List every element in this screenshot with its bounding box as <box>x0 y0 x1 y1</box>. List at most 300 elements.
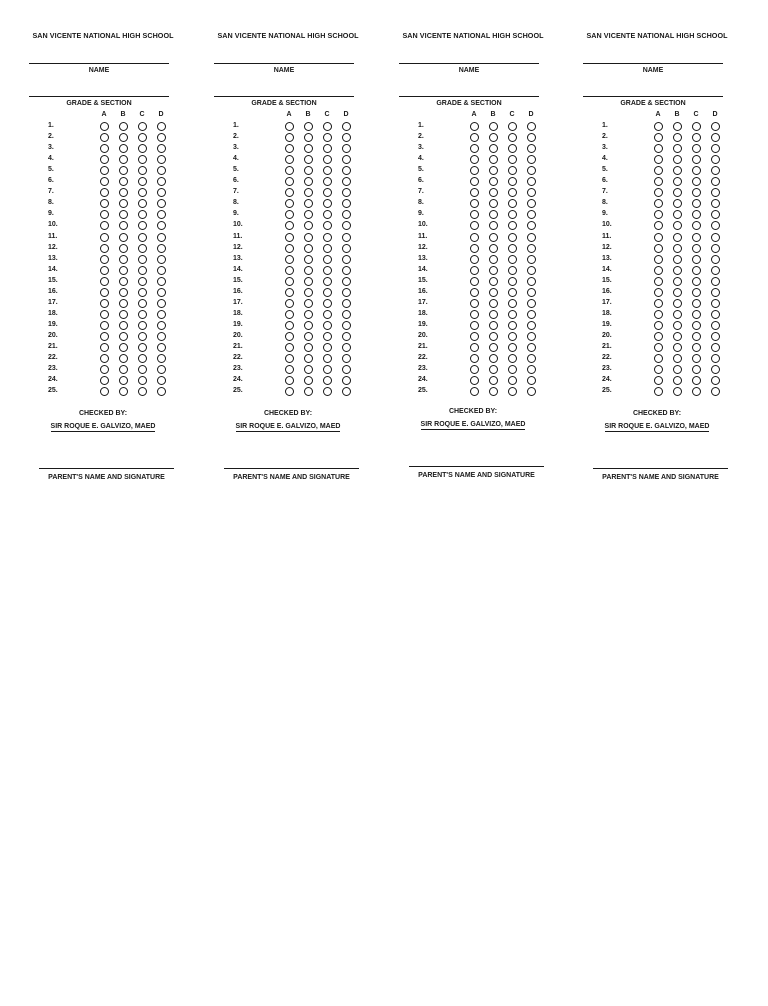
answer-bubble-a[interactable] <box>100 387 109 396</box>
answer-bubble-b[interactable] <box>119 144 128 153</box>
answer-bubble-d[interactable] <box>157 244 166 253</box>
answer-bubble-d[interactable] <box>342 354 351 363</box>
answer-bubble-b[interactable] <box>119 155 128 164</box>
answer-bubble-b[interactable] <box>673 244 682 253</box>
answer-bubble-c[interactable] <box>508 343 517 352</box>
answer-bubble-c[interactable] <box>138 155 147 164</box>
answer-bubble-d[interactable] <box>527 233 536 242</box>
answer-bubble-c[interactable] <box>508 266 517 275</box>
answer-bubble-c[interactable] <box>138 233 147 242</box>
answer-bubble-d[interactable] <box>711 277 720 286</box>
answer-bubble-b[interactable] <box>673 321 682 330</box>
answer-bubble-a[interactable] <box>470 321 479 330</box>
answer-bubble-c[interactable] <box>508 321 517 330</box>
answer-bubble-a[interactable] <box>100 277 109 286</box>
answer-bubble-a[interactable] <box>285 166 294 175</box>
answer-bubble-c[interactable] <box>692 288 701 297</box>
answer-bubble-d[interactable] <box>711 210 720 219</box>
answer-bubble-b[interactable] <box>673 299 682 308</box>
answer-bubble-c[interactable] <box>138 122 147 131</box>
answer-bubble-a[interactable] <box>285 332 294 341</box>
answer-bubble-d[interactable] <box>157 299 166 308</box>
answer-bubble-c[interactable] <box>508 288 517 297</box>
answer-bubble-c[interactable] <box>138 199 147 208</box>
answer-bubble-d[interactable] <box>342 155 351 164</box>
answer-bubble-c[interactable] <box>692 199 701 208</box>
answer-bubble-a[interactable] <box>285 376 294 385</box>
answer-bubble-d[interactable] <box>527 199 536 208</box>
answer-bubble-c[interactable] <box>138 354 147 363</box>
answer-bubble-d[interactable] <box>527 166 536 175</box>
answer-bubble-b[interactable] <box>673 255 682 264</box>
answer-bubble-c[interactable] <box>692 244 701 253</box>
answer-bubble-a[interactable] <box>285 255 294 264</box>
answer-bubble-b[interactable] <box>119 354 128 363</box>
answer-bubble-b[interactable] <box>304 166 313 175</box>
answer-bubble-b[interactable] <box>673 210 682 219</box>
answer-bubble-a[interactable] <box>470 310 479 319</box>
answer-bubble-b[interactable] <box>119 221 128 230</box>
answer-bubble-a[interactable] <box>285 188 294 197</box>
answer-bubble-b[interactable] <box>304 332 313 341</box>
answer-bubble-c[interactable] <box>508 387 517 396</box>
answer-bubble-a[interactable] <box>654 365 663 374</box>
answer-bubble-b[interactable] <box>489 266 498 275</box>
answer-bubble-a[interactable] <box>654 255 663 264</box>
answer-bubble-b[interactable] <box>673 343 682 352</box>
answer-bubble-d[interactable] <box>711 343 720 352</box>
answer-bubble-d[interactable] <box>342 244 351 253</box>
answer-bubble-b[interactable] <box>304 144 313 153</box>
answer-bubble-a[interactable] <box>100 266 109 275</box>
answer-bubble-b[interactable] <box>489 332 498 341</box>
answer-bubble-d[interactable] <box>527 376 536 385</box>
answer-bubble-d[interactable] <box>711 376 720 385</box>
answer-bubble-b[interactable] <box>119 365 128 374</box>
answer-bubble-b[interactable] <box>304 133 313 142</box>
answer-bubble-d[interactable] <box>342 188 351 197</box>
answer-bubble-b[interactable] <box>489 387 498 396</box>
answer-bubble-b[interactable] <box>119 288 128 297</box>
answer-bubble-b[interactable] <box>489 288 498 297</box>
answer-bubble-d[interactable] <box>527 144 536 153</box>
answer-bubble-d[interactable] <box>527 155 536 164</box>
answer-bubble-b[interactable] <box>673 233 682 242</box>
answer-bubble-d[interactable] <box>342 255 351 264</box>
answer-bubble-c[interactable] <box>692 321 701 330</box>
answer-bubble-b[interactable] <box>489 354 498 363</box>
answer-bubble-a[interactable] <box>285 310 294 319</box>
answer-bubble-b[interactable] <box>489 343 498 352</box>
answer-bubble-c[interactable] <box>138 166 147 175</box>
answer-bubble-a[interactable] <box>100 199 109 208</box>
answer-bubble-c[interactable] <box>138 266 147 275</box>
answer-bubble-a[interactable] <box>100 255 109 264</box>
answer-bubble-b[interactable] <box>304 299 313 308</box>
answer-bubble-a[interactable] <box>285 155 294 164</box>
answer-bubble-a[interactable] <box>100 288 109 297</box>
answer-bubble-d[interactable] <box>157 332 166 341</box>
answer-bubble-a[interactable] <box>654 188 663 197</box>
answer-bubble-a[interactable] <box>470 332 479 341</box>
answer-bubble-b[interactable] <box>673 122 682 131</box>
answer-bubble-d[interactable] <box>527 255 536 264</box>
answer-bubble-d[interactable] <box>527 299 536 308</box>
answer-bubble-d[interactable] <box>157 266 166 275</box>
answer-bubble-d[interactable] <box>342 321 351 330</box>
answer-bubble-c[interactable] <box>692 210 701 219</box>
answer-bubble-a[interactable] <box>470 188 479 197</box>
answer-bubble-a[interactable] <box>654 155 663 164</box>
answer-bubble-c[interactable] <box>138 332 147 341</box>
answer-bubble-d[interactable] <box>157 144 166 153</box>
answer-bubble-a[interactable] <box>470 244 479 253</box>
answer-bubble-a[interactable] <box>470 277 479 286</box>
answer-bubble-d[interactable] <box>527 122 536 131</box>
answer-bubble-c[interactable] <box>508 122 517 131</box>
answer-bubble-c[interactable] <box>323 299 332 308</box>
answer-bubble-c[interactable] <box>692 277 701 286</box>
answer-bubble-b[interactable] <box>304 288 313 297</box>
answer-bubble-b[interactable] <box>673 199 682 208</box>
answer-bubble-c[interactable] <box>138 376 147 385</box>
answer-bubble-d[interactable] <box>527 177 536 186</box>
answer-bubble-d[interactable] <box>527 277 536 286</box>
answer-bubble-a[interactable] <box>285 144 294 153</box>
answer-bubble-a[interactable] <box>654 122 663 131</box>
answer-bubble-b[interactable] <box>304 343 313 352</box>
answer-bubble-c[interactable] <box>692 133 701 142</box>
answer-bubble-d[interactable] <box>711 244 720 253</box>
answer-bubble-c[interactable] <box>692 310 701 319</box>
answer-bubble-d[interactable] <box>342 122 351 131</box>
answer-bubble-b[interactable] <box>119 343 128 352</box>
answer-bubble-b[interactable] <box>119 177 128 186</box>
answer-bubble-a[interactable] <box>100 133 109 142</box>
answer-bubble-d[interactable] <box>527 210 536 219</box>
answer-bubble-b[interactable] <box>489 144 498 153</box>
answer-bubble-c[interactable] <box>508 299 517 308</box>
answer-bubble-b[interactable] <box>119 122 128 131</box>
answer-bubble-b[interactable] <box>489 166 498 175</box>
answer-bubble-c[interactable] <box>692 221 701 230</box>
answer-bubble-c[interactable] <box>508 310 517 319</box>
answer-bubble-c[interactable] <box>508 133 517 142</box>
answer-bubble-b[interactable] <box>304 387 313 396</box>
answer-bubble-b[interactable] <box>673 221 682 230</box>
answer-bubble-c[interactable] <box>138 188 147 197</box>
answer-bubble-d[interactable] <box>342 288 351 297</box>
answer-bubble-a[interactable] <box>285 387 294 396</box>
answer-bubble-d[interactable] <box>711 288 720 297</box>
answer-bubble-c[interactable] <box>323 332 332 341</box>
answer-bubble-b[interactable] <box>673 376 682 385</box>
answer-bubble-c[interactable] <box>508 221 517 230</box>
answer-bubble-c[interactable] <box>323 210 332 219</box>
answer-bubble-d[interactable] <box>157 177 166 186</box>
answer-bubble-c[interactable] <box>692 387 701 396</box>
answer-bubble-c[interactable] <box>323 244 332 253</box>
answer-bubble-c[interactable] <box>323 133 332 142</box>
answer-bubble-b[interactable] <box>119 255 128 264</box>
answer-bubble-d[interactable] <box>527 354 536 363</box>
answer-bubble-d[interactable] <box>342 199 351 208</box>
answer-bubble-d[interactable] <box>342 332 351 341</box>
answer-bubble-c[interactable] <box>138 210 147 219</box>
answer-bubble-a[interactable] <box>285 266 294 275</box>
answer-bubble-d[interactable] <box>527 244 536 253</box>
answer-bubble-a[interactable] <box>100 210 109 219</box>
answer-bubble-d[interactable] <box>157 255 166 264</box>
answer-bubble-d[interactable] <box>342 277 351 286</box>
answer-bubble-c[interactable] <box>138 221 147 230</box>
answer-bubble-b[interactable] <box>304 221 313 230</box>
answer-bubble-c[interactable] <box>692 155 701 164</box>
answer-bubble-a[interactable] <box>285 133 294 142</box>
answer-bubble-d[interactable] <box>342 221 351 230</box>
answer-bubble-c[interactable] <box>323 387 332 396</box>
answer-bubble-d[interactable] <box>527 288 536 297</box>
answer-bubble-a[interactable] <box>470 199 479 208</box>
answer-bubble-c[interactable] <box>323 376 332 385</box>
answer-bubble-a[interactable] <box>654 166 663 175</box>
answer-bubble-b[interactable] <box>119 387 128 396</box>
answer-bubble-a[interactable] <box>654 387 663 396</box>
answer-bubble-d[interactable] <box>711 177 720 186</box>
answer-bubble-d[interactable] <box>157 310 166 319</box>
answer-bubble-b[interactable] <box>119 376 128 385</box>
answer-bubble-d[interactable] <box>711 144 720 153</box>
answer-bubble-b[interactable] <box>304 354 313 363</box>
answer-bubble-a[interactable] <box>470 122 479 131</box>
answer-bubble-d[interactable] <box>527 221 536 230</box>
answer-bubble-c[interactable] <box>323 266 332 275</box>
answer-bubble-d[interactable] <box>711 365 720 374</box>
answer-bubble-d[interactable] <box>711 133 720 142</box>
answer-bubble-a[interactable] <box>100 177 109 186</box>
answer-bubble-b[interactable] <box>673 188 682 197</box>
answer-bubble-b[interactable] <box>673 266 682 275</box>
answer-bubble-a[interactable] <box>470 155 479 164</box>
answer-bubble-b[interactable] <box>304 122 313 131</box>
answer-bubble-a[interactable] <box>654 199 663 208</box>
answer-bubble-c[interactable] <box>508 210 517 219</box>
answer-bubble-d[interactable] <box>527 332 536 341</box>
answer-bubble-a[interactable] <box>470 266 479 275</box>
answer-bubble-a[interactable] <box>100 221 109 230</box>
answer-bubble-a[interactable] <box>470 288 479 297</box>
answer-bubble-a[interactable] <box>100 332 109 341</box>
answer-bubble-a[interactable] <box>654 354 663 363</box>
answer-bubble-d[interactable] <box>342 365 351 374</box>
answer-bubble-d[interactable] <box>711 299 720 308</box>
answer-bubble-d[interactable] <box>711 122 720 131</box>
answer-bubble-c[interactable] <box>138 244 147 253</box>
answer-bubble-d[interactable] <box>157 343 166 352</box>
answer-bubble-c[interactable] <box>323 255 332 264</box>
answer-bubble-b[interactable] <box>304 199 313 208</box>
answer-bubble-d[interactable] <box>157 166 166 175</box>
answer-bubble-b[interactable] <box>489 299 498 308</box>
answer-bubble-c[interactable] <box>508 365 517 374</box>
answer-bubble-c[interactable] <box>138 255 147 264</box>
answer-bubble-a[interactable] <box>470 133 479 142</box>
answer-bubble-d[interactable] <box>157 376 166 385</box>
answer-bubble-a[interactable] <box>100 376 109 385</box>
answer-bubble-b[interactable] <box>304 244 313 253</box>
answer-bubble-d[interactable] <box>157 365 166 374</box>
answer-bubble-a[interactable] <box>470 166 479 175</box>
answer-bubble-b[interactable] <box>673 288 682 297</box>
answer-bubble-d[interactable] <box>527 133 536 142</box>
answer-bubble-b[interactable] <box>489 155 498 164</box>
answer-bubble-b[interactable] <box>489 221 498 230</box>
answer-bubble-d[interactable] <box>157 288 166 297</box>
answer-bubble-c[interactable] <box>138 177 147 186</box>
answer-bubble-b[interactable] <box>119 133 128 142</box>
answer-bubble-a[interactable] <box>100 299 109 308</box>
answer-bubble-a[interactable] <box>285 299 294 308</box>
answer-bubble-b[interactable] <box>119 233 128 242</box>
answer-bubble-c[interactable] <box>692 365 701 374</box>
answer-bubble-d[interactable] <box>711 387 720 396</box>
answer-bubble-b[interactable] <box>119 299 128 308</box>
answer-bubble-b[interactable] <box>489 210 498 219</box>
answer-bubble-d[interactable] <box>711 155 720 164</box>
answer-bubble-d[interactable] <box>157 188 166 197</box>
answer-bubble-c[interactable] <box>323 122 332 131</box>
answer-bubble-a[interactable] <box>100 166 109 175</box>
answer-bubble-c[interactable] <box>508 277 517 286</box>
answer-bubble-b[interactable] <box>119 332 128 341</box>
answer-bubble-c[interactable] <box>138 343 147 352</box>
answer-bubble-b[interactable] <box>304 177 313 186</box>
answer-bubble-a[interactable] <box>470 255 479 264</box>
answer-bubble-d[interactable] <box>157 277 166 286</box>
answer-bubble-c[interactable] <box>508 332 517 341</box>
answer-bubble-c[interactable] <box>323 199 332 208</box>
answer-bubble-b[interactable] <box>119 266 128 275</box>
answer-bubble-d[interactable] <box>157 233 166 242</box>
answer-bubble-d[interactable] <box>711 332 720 341</box>
answer-bubble-b[interactable] <box>673 310 682 319</box>
answer-bubble-d[interactable] <box>157 210 166 219</box>
answer-bubble-d[interactable] <box>157 133 166 142</box>
answer-bubble-d[interactable] <box>711 188 720 197</box>
answer-bubble-b[interactable] <box>119 188 128 197</box>
answer-bubble-c[interactable] <box>323 343 332 352</box>
answer-bubble-b[interactable] <box>304 310 313 319</box>
answer-bubble-c[interactable] <box>508 233 517 242</box>
answer-bubble-a[interactable] <box>470 233 479 242</box>
answer-bubble-a[interactable] <box>654 332 663 341</box>
answer-bubble-b[interactable] <box>489 321 498 330</box>
answer-bubble-b[interactable] <box>673 277 682 286</box>
answer-bubble-d[interactable] <box>527 387 536 396</box>
answer-bubble-c[interactable] <box>138 365 147 374</box>
answer-bubble-c[interactable] <box>508 177 517 186</box>
answer-bubble-c[interactable] <box>323 233 332 242</box>
answer-bubble-a[interactable] <box>285 210 294 219</box>
answer-bubble-a[interactable] <box>285 321 294 330</box>
answer-bubble-b[interactable] <box>119 321 128 330</box>
answer-bubble-a[interactable] <box>654 277 663 286</box>
answer-bubble-b[interactable] <box>304 266 313 275</box>
answer-bubble-b[interactable] <box>673 144 682 153</box>
answer-bubble-a[interactable] <box>654 288 663 297</box>
answer-bubble-d[interactable] <box>527 310 536 319</box>
answer-bubble-a[interactable] <box>654 144 663 153</box>
answer-bubble-a[interactable] <box>100 321 109 330</box>
answer-bubble-a[interactable] <box>654 321 663 330</box>
answer-bubble-b[interactable] <box>304 277 313 286</box>
answer-bubble-c[interactable] <box>692 299 701 308</box>
answer-bubble-c[interactable] <box>508 144 517 153</box>
answer-bubble-d[interactable] <box>711 354 720 363</box>
answer-bubble-d[interactable] <box>342 343 351 352</box>
answer-bubble-b[interactable] <box>489 365 498 374</box>
answer-bubble-b[interactable] <box>304 233 313 242</box>
answer-bubble-d[interactable] <box>157 321 166 330</box>
answer-bubble-d[interactable] <box>711 166 720 175</box>
answer-bubble-d[interactable] <box>157 354 166 363</box>
answer-bubble-b[interactable] <box>489 255 498 264</box>
answer-bubble-c[interactable] <box>692 266 701 275</box>
answer-bubble-a[interactable] <box>470 387 479 396</box>
answer-bubble-c[interactable] <box>323 310 332 319</box>
answer-bubble-a[interactable] <box>285 277 294 286</box>
answer-bubble-a[interactable] <box>285 177 294 186</box>
answer-bubble-d[interactable] <box>342 133 351 142</box>
answer-bubble-c[interactable] <box>692 343 701 352</box>
answer-bubble-a[interactable] <box>654 177 663 186</box>
answer-bubble-a[interactable] <box>100 310 109 319</box>
answer-bubble-c[interactable] <box>508 188 517 197</box>
answer-bubble-a[interactable] <box>470 221 479 230</box>
answer-bubble-d[interactable] <box>711 321 720 330</box>
answer-bubble-a[interactable] <box>100 365 109 374</box>
answer-bubble-b[interactable] <box>673 354 682 363</box>
answer-bubble-c[interactable] <box>692 188 701 197</box>
answer-bubble-b[interactable] <box>489 177 498 186</box>
answer-bubble-b[interactable] <box>673 365 682 374</box>
answer-bubble-a[interactable] <box>654 376 663 385</box>
answer-bubble-c[interactable] <box>323 365 332 374</box>
answer-bubble-b[interactable] <box>673 387 682 396</box>
answer-bubble-d[interactable] <box>342 144 351 153</box>
answer-bubble-a[interactable] <box>654 343 663 352</box>
answer-bubble-c[interactable] <box>508 255 517 264</box>
answer-bubble-c[interactable] <box>692 122 701 131</box>
answer-bubble-d[interactable] <box>157 199 166 208</box>
answer-bubble-a[interactable] <box>470 177 479 186</box>
answer-bubble-b[interactable] <box>673 133 682 142</box>
answer-bubble-b[interactable] <box>119 210 128 219</box>
answer-bubble-d[interactable] <box>711 233 720 242</box>
answer-bubble-c[interactable] <box>323 166 332 175</box>
answer-bubble-c[interactable] <box>323 144 332 153</box>
answer-bubble-c[interactable] <box>508 199 517 208</box>
answer-bubble-b[interactable] <box>304 321 313 330</box>
answer-bubble-a[interactable] <box>654 299 663 308</box>
answer-bubble-c[interactable] <box>323 354 332 363</box>
answer-bubble-d[interactable] <box>342 376 351 385</box>
answer-bubble-c[interactable] <box>692 255 701 264</box>
answer-bubble-c[interactable] <box>508 166 517 175</box>
answer-bubble-a[interactable] <box>470 299 479 308</box>
answer-bubble-b[interactable] <box>489 310 498 319</box>
answer-bubble-d[interactable] <box>711 255 720 264</box>
